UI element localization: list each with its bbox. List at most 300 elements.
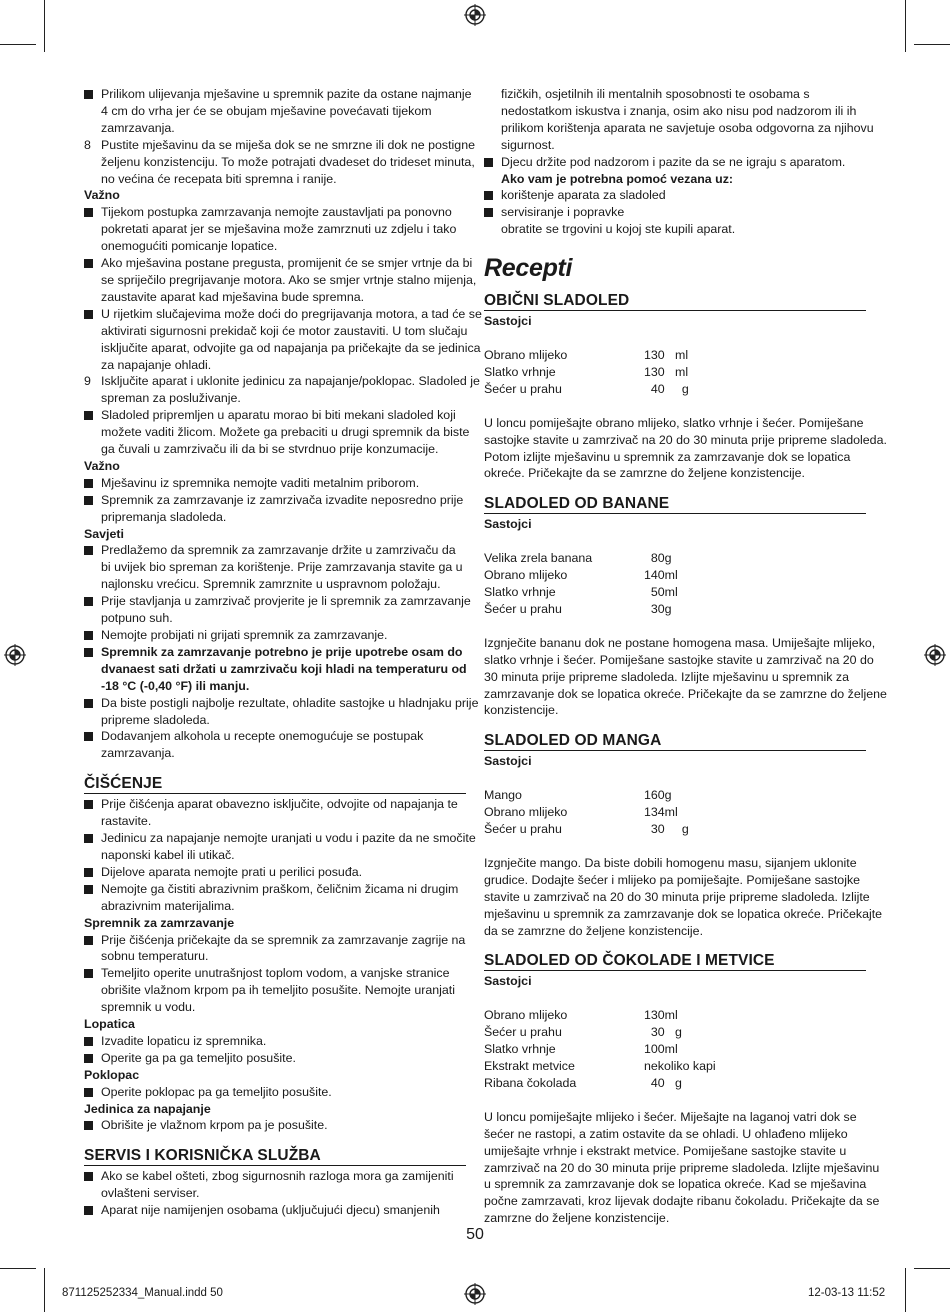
bullet-square-icon [84, 1202, 101, 1215]
text-line: Mješavinu iz spremnika nemojte vaditi metalnim priborom. [101, 475, 420, 490]
ingredient-row [484, 821, 866, 838]
text-line: Ako mješavina postane pregusta, promijenit će se smjer vrtnje da bi [101, 256, 473, 271]
ingredient-quantity: 30g [644, 601, 672, 616]
text-line: okreće. Pričekajte da se zamrzne do željene konzistencije. [484, 466, 805, 481]
spacer [484, 398, 866, 415]
ingredient-row [484, 381, 866, 398]
text-line: Temeljito operite unutrašnjost toplom vodom, a vanjske stranice [101, 966, 450, 981]
bullet-square [84, 259, 93, 268]
text-line: Prije čišćenja aparat obavezno isključite, odvojite od napajanja te [101, 797, 458, 812]
footer-file-info: 871125252334_Manual.indd 50 [62, 1287, 223, 1299]
bullet-square [84, 411, 93, 420]
text-line: spremnik u vodu. [101, 1000, 196, 1015]
bullet-item [84, 796, 466, 830]
bullet-item [84, 407, 470, 458]
bullet-item [84, 627, 466, 644]
text-line: se spriječilo pregrijavanje motora. Ako se smjer vrtnje stalno mijenja, [101, 272, 477, 287]
text-line: 4 cm do vrha jer će se obujam mješavine povećavati tijekom [101, 103, 432, 118]
bullet-text [101, 1033, 466, 1050]
ingredient-quantity: 134ml [644, 805, 678, 820]
recipe [484, 494, 887, 719]
text-line: zamrzavanja. [101, 120, 175, 135]
spacer [484, 838, 866, 855]
text-line: Pustite mješavinu da se miješa dok se ne smrzne ili dok ne postigne [101, 137, 475, 152]
text-line: potpuno suh. [101, 611, 173, 626]
bullet-square [84, 496, 93, 505]
text-line: Sladoled pripremljen u aparatu morao bi biti mekani sladoled koji [101, 408, 456, 423]
text-line: sigurnost. [501, 137, 555, 152]
ingredient-row [484, 567, 866, 584]
ingredient-quantity: 100ml [644, 1042, 678, 1057]
ingredient-name: Šećer u prahu [484, 1025, 562, 1040]
bullet-square-icon [484, 154, 501, 167]
crop-mark [44, 0, 45, 52]
recipe-title: SLADOLED OD BANANE [484, 494, 866, 514]
crop-mark [905, 1268, 906, 1312]
text-line: Ako se kabel ošteti, zbog sigurnosnih razloga mora ga zamijeniti [101, 1169, 454, 1184]
text-line: zamrzne do željene konzistencije. [484, 1211, 670, 1226]
bullet-item [84, 306, 482, 374]
text-line: Nemojte ga čistiti abrazivnim praškom, čeličnim žicama ni drugim [101, 881, 459, 896]
ingredient-name: Ekstrakt metvice [484, 1059, 575, 1074]
text-line: zaustavite aparat kad mješavina bude spremna. [101, 289, 365, 304]
step-text [101, 373, 480, 407]
text-line: dvanaest sati držati u zamrzivaču koji hladi na temperaturu od [101, 661, 467, 676]
text-line: Spremnik za zamrzavanje iz zamrzivača izvadite neposredno prije [101, 492, 464, 507]
bullet-square [84, 310, 93, 319]
bullet-square [84, 597, 93, 606]
bullet-text [101, 965, 466, 1016]
text-line: no većina će recepata biti spremna i ranije. [101, 171, 337, 186]
ingredient-row [484, 1024, 866, 1041]
numbered-step [84, 373, 480, 407]
ingredient-quantity: 40 g [644, 1075, 682, 1090]
bullet-square-icon [84, 965, 101, 978]
recipe [484, 291, 887, 482]
text-line: korištenje aparata za sladoled [501, 188, 666, 203]
bullet-square-icon [84, 407, 101, 420]
ingredient-quantity: 30 g [644, 1025, 682, 1040]
page-number: 50 [466, 1226, 484, 1243]
ingredient-row [484, 584, 866, 601]
bullet-text [101, 644, 467, 695]
step-text [101, 137, 475, 188]
ingredient-quantity: 130 ml [644, 364, 689, 379]
bullet-square-icon [84, 1050, 101, 1063]
bullet-text [101, 864, 466, 881]
text-line: Predlažemo da spremnik za zamrzavanje držite u zamrzivaču da [101, 543, 456, 558]
recipes-title: Recepti [484, 254, 573, 283]
subheading-lopatica: Lopatica [84, 1017, 135, 1032]
text-line: sobnu temperaturu. [101, 949, 209, 964]
bullet-square [484, 208, 493, 217]
bullet-text [101, 830, 476, 864]
ingredient-quantity: 50ml [644, 585, 678, 600]
text-line: ga čuvali u zamrzivaču ili da bi se stvrdnuo prije konzumacije. [101, 442, 439, 457]
text-line: šećer ne rastopi, a zatim ostavite da se ohladi. U ohlađeno mlijeko [484, 1126, 848, 1141]
bullet-square [84, 1172, 93, 1181]
text-line: da se zamrzne do željene konzistencije. [484, 923, 704, 938]
ingredient-quantity: 160g [644, 788, 672, 803]
ingredients-heading: Sastojci [484, 314, 532, 329]
bullet-square [84, 648, 93, 657]
ingredient-name: Slatko vrhnje [484, 585, 556, 600]
bullet-text [101, 306, 482, 374]
bullet-item [484, 154, 866, 171]
text-line: konzistencije. [484, 703, 559, 718]
bullet-item [484, 204, 866, 221]
bullet-text [101, 627, 466, 644]
bullet-square-icon [84, 542, 101, 555]
bullet-square [84, 1088, 93, 1097]
subheading-vazno: Važno [84, 458, 120, 473]
ingredient-name: Obrano mlijeko [484, 568, 568, 583]
subheading-savjeti: Savjeti [84, 526, 124, 541]
ingredient-quantity: 30 g [644, 822, 689, 837]
bullet-square-icon [84, 492, 101, 505]
bullet-item [84, 204, 466, 255]
bullet-square-icon [84, 864, 101, 877]
bullet-item [84, 593, 471, 627]
bullet-item [84, 965, 466, 1016]
bullet-square-icon [84, 1084, 101, 1097]
text-line: najlonsku vrećicu. Spremnik zamrznite u uspravnom položaju. [101, 577, 441, 592]
text-line: umiješajte vrhnje i ekstrakt metvice. Pomiješane sastojke stavite u [484, 1143, 847, 1158]
subheading-spremnik: Spremnik za zamrzavanje [84, 915, 235, 930]
text-line: Potom izlijte mješavinu u spremnik za zamrzavanje dok se lopatica [484, 449, 851, 464]
text-line: pokretati aparat jer se mješavina može zamrznuti uz zdjelu i tako [101, 222, 457, 237]
ingredient-name: Slatko vrhnje [484, 364, 556, 379]
bullet-item [84, 932, 466, 966]
text-line: Spremnik za zamrzavanje potrebno je prije upotrebe osam do [101, 644, 463, 659]
text-line: Izgnječite bananu dok ne postane homogena masa. Umiješajte mlijeko, [484, 635, 876, 650]
text-line: U loncu pomiješajte obrano mlijeko, slatko vrhnje i šećer. Pomiješane [484, 415, 864, 430]
bullet-item [84, 728, 466, 762]
bullet-square-icon [84, 1033, 101, 1046]
bullet-item [84, 644, 466, 695]
ingredients-heading: Sastojci [484, 754, 532, 769]
text-line: stavite u zamrzivač na 20 do 30 minuta prije pripreme sladoleda. Izlijte [484, 889, 870, 904]
ingredient-name: Šećer u prahu [484, 822, 562, 837]
bullet-square-icon [84, 306, 101, 319]
text-line: 30 minuta prije pripreme sladoleda. Izlijte mješavinu u spremnik za [484, 669, 850, 684]
bullet-square-icon [84, 881, 101, 894]
bullet-item [84, 1050, 466, 1067]
text-line: zamrzavanje dok se lopatica okreće. Pričekajte da se zamrzne do željene [484, 686, 887, 701]
text-line: Djecu držite pod nadzorom i pazite da se ne igraju s aparatom. [501, 154, 846, 169]
text-line: Tijekom postupka zamrzavanja nemojte zaustavljati pa ponovno [101, 205, 452, 220]
recipe-title: SLADOLED OD ČOKOLADE I METVICE [484, 951, 866, 971]
bullet-square-icon [84, 593, 101, 606]
bullet-square [84, 631, 93, 640]
text-line: servisiranje i popravke [501, 205, 625, 220]
text-line: abrazivnim materijalima. [101, 898, 235, 913]
ingredient-quantity: nekoliko kapi [644, 1059, 716, 1074]
bullet-square [84, 885, 93, 894]
continued-text [484, 86, 874, 154]
bullet-text [101, 1202, 466, 1219]
bullet-square [84, 969, 93, 978]
section-title-ciscenje: ČIŠĆENJE [84, 774, 466, 794]
bullet-text [101, 475, 466, 492]
footer-timestamp: 12-03-13 11:52 [808, 1287, 886, 1299]
ingredient-name: Slatko vrhnje [484, 1042, 556, 1057]
ingredient-quantity: 140ml [644, 568, 678, 583]
bullet-square [84, 800, 93, 809]
text-line: fizičkih, osjetilnih ili mentalnih sposobnosti te osobama s [501, 87, 810, 101]
recipe-instructions [484, 415, 887, 483]
text-line: Isključite aparat i uklonite jedinicu za napajanje/poklopac. Sladoled je [101, 374, 480, 389]
bullet-square-icon [84, 1117, 101, 1130]
subheading-jedinica: Jedinica za napajanje [84, 1101, 211, 1116]
ingredients-list [484, 550, 866, 618]
bullet-square [84, 90, 93, 99]
text-line: Prilikom ulijevanja mješavine u spremnik pazite da ostane najmanje [101, 87, 472, 101]
ingredients-heading: Sastojci [484, 517, 532, 532]
bullet-text [101, 255, 476, 306]
text-line: obrišite vlažnom krpom pa ih temeljito posušite. Nemojte uranjati [101, 983, 455, 998]
right-column [484, 86, 887, 1227]
help-text: obratite se trgovini u kojoj ste kupili aparat. [501, 222, 736, 237]
text-line: željenu konzistenciju. To može potrajati dvadeset do trideset minuta, [101, 154, 475, 169]
help-heading: Ako vam je potrebna pomoć vezana uz: [501, 171, 734, 186]
numbered-step [84, 137, 475, 188]
bullet-square-icon [84, 728, 101, 741]
bullet-square [84, 546, 93, 555]
bullet-square [84, 1206, 93, 1215]
text-line: možete vaditi žlicom. Možete ga prebaciti u drugi spremnik da biste [101, 425, 470, 440]
bullet-square [84, 1121, 93, 1130]
crop-mark [0, 44, 36, 45]
bullet-item [84, 881, 466, 915]
bullet-item [84, 1202, 466, 1219]
ingredient-name: Šećer u prahu [484, 601, 562, 616]
bullet-item [484, 187, 866, 204]
text-line: Da biste postigli najbolje rezultate, ohladite sastojke u hladnjaku prije [101, 695, 479, 710]
ingredients-list [484, 347, 866, 398]
ingredient-quantity: 80g [644, 551, 672, 566]
bullet-item [84, 475, 466, 492]
bullet-square-icon [484, 187, 501, 200]
text-line: nedostatkom iskustva i znanja, osim ako nisu pod nadzorom ili ih [501, 103, 857, 118]
ingredient-name: Ribana čokolada [484, 1075, 577, 1090]
bullet-square [84, 732, 93, 741]
spacer [484, 1092, 866, 1109]
bullet-item [84, 86, 472, 137]
text-line: mješavinu u spremnik za zamrzavanje dok se lopatica okreće. Pričekajte [484, 906, 883, 921]
bullet-square-icon [84, 475, 101, 488]
ingredient-row [484, 1058, 866, 1075]
text-line: u spremnik za zamrzavanje dok se lopatica okreće. Kad se mješavina [484, 1177, 867, 1192]
bullet-text [501, 204, 866, 221]
crop-mark [914, 1268, 950, 1269]
bullet-square [84, 868, 93, 877]
ingredient-name: Obrano mlijeko [484, 1008, 568, 1023]
text-line: Jedinicu za napajanje nemojte uranjati u vodu i pazite da ne smočite [101, 831, 476, 846]
ingredient-row [484, 1007, 866, 1024]
bullet-item [84, 1033, 466, 1050]
crop-mark [44, 1268, 45, 1312]
spacer [484, 618, 866, 635]
bullet-square [84, 834, 93, 843]
text-line: aktivirati sigurnosni prekidač koji će motor zaustaviti. U tom slučaju [101, 323, 468, 338]
bullet-square [484, 191, 493, 200]
bullet-text [101, 728, 466, 762]
text-line: naponski kabel ili utikač. [101, 847, 235, 862]
bullet-square-icon [84, 644, 101, 657]
recipe [484, 731, 883, 939]
ingredient-name: Šećer u prahu [484, 381, 562, 396]
recipe-title: OBIČNI SLADOLED [484, 291, 866, 311]
bullet-item [84, 864, 466, 881]
text-line: Prije stavljanja u zamrzivač provjerite je li spremnik za zamrzavanje [101, 594, 471, 609]
text-line: bi uvijek bio spreman za korištenje. Prije zamrzavanja stavite ga u [101, 560, 463, 575]
bullet-item [84, 255, 477, 306]
text-line: počne zamrzavati, kroz lijevak dodajte ribanu čokoladu. Pričekajte da se [484, 1194, 880, 1209]
bullet-text [101, 86, 472, 137]
bullet-square-icon [84, 1168, 101, 1181]
text-line: pripreme sladoleda. [101, 712, 210, 727]
subheading-poklopac: Poklopac [84, 1067, 140, 1082]
ingredient-row [484, 1075, 866, 1092]
ingredient-name: Obrano mlijeko [484, 348, 568, 363]
ingredient-row [484, 364, 866, 381]
bullet-text [101, 695, 478, 729]
text-line: pripremanja sladoleda. [101, 509, 227, 524]
text-line: Operite poklopac pa ga temeljito posušite. [101, 1084, 332, 1099]
bullet-item [84, 1117, 466, 1134]
bullet-item [84, 695, 479, 729]
ingredient-name: Velika zrela banana [484, 551, 593, 566]
registration-mark-icon [464, 1283, 486, 1305]
bullet-text [101, 492, 466, 526]
bullet-item [84, 830, 476, 864]
registration-mark-icon [924, 644, 946, 666]
text-line: Operite ga pa ga temeljito posušite. [101, 1050, 296, 1065]
recipe [484, 951, 880, 1227]
text-line: -18 °C (-0,40 °F) ili manju. [101, 678, 250, 693]
text-line: rastavite. [101, 814, 152, 829]
bullet-text [101, 593, 471, 627]
bullet-text [101, 407, 469, 458]
ingredient-row [484, 550, 866, 567]
subheading-vazno: Važno [84, 188, 120, 203]
bullet-square [84, 936, 93, 945]
bullet-text [501, 187, 866, 204]
text-line: Obrišite je vlažnom krpom pa je posušite. [101, 1118, 328, 1133]
bullet-text [101, 1117, 466, 1134]
bullet-square [484, 158, 493, 167]
bullet-square-icon [484, 204, 501, 217]
ingredient-row [484, 601, 866, 618]
text-line: Izvadite lopaticu iz spremnika. [101, 1033, 267, 1048]
bullet-square-icon [84, 830, 101, 843]
ingredient-row [484, 787, 866, 804]
bullet-square-icon [84, 695, 101, 708]
bullet-square [84, 1037, 93, 1046]
text-line: Dodavanjem alkohola u recepte onemogućuje se postupak [101, 729, 424, 744]
crop-mark [905, 0, 906, 52]
bullet-text [101, 204, 466, 255]
bullet-text [101, 542, 466, 593]
ingredients-list [484, 787, 866, 838]
bullet-text [101, 932, 466, 966]
bullet-text [501, 154, 866, 171]
text-line: isključite aparat, odvojite ga od napajanja pa pričekajte da se jedinica [101, 340, 481, 355]
bullet-square-icon [84, 255, 101, 268]
bullet-square-icon [84, 932, 101, 945]
step-number: 9 [84, 374, 91, 389]
bullet-text [101, 1168, 466, 1202]
bullet-text [101, 796, 466, 830]
text-line: onemogućiti pomicanje lopatice. [101, 239, 278, 254]
text-line: slatko vrhnje i šećer. Pomiješane sastojke stavite u zamrzivač na 20 do [484, 652, 874, 667]
recipe-instructions [484, 635, 887, 720]
bullet-square-icon [84, 627, 101, 640]
bullet-square-icon [84, 796, 101, 809]
bullet-square [84, 208, 93, 217]
text-line: Aparat nije namijenjen osobama (uključujući djecu) smanjenih [101, 1203, 440, 1218]
crop-mark [914, 44, 950, 45]
text-line: grudice. Dodajte šećer i mlijeko pa pomiješajte. Pomiješane sastojke [484, 872, 861, 887]
text-line: Prije čišćenja pričekajte da se spremnik za zamrzavanje zagrije na [101, 932, 466, 947]
text-line: sastojke stavite u zamrzivač na 20 do 30 minuta prije pripreme sladoleda. [484, 432, 887, 447]
bullet-text [101, 881, 466, 915]
text-line: ovlašteni serviser. [101, 1186, 200, 1201]
bullet-square-icon [84, 204, 101, 217]
recipe-title: SLADOLED OD MANGA [484, 731, 866, 751]
bullet-square [84, 479, 93, 488]
recipe-instructions [484, 855, 883, 940]
step-number: 8 [84, 137, 91, 152]
text-line: spreman za posluživanje. [101, 391, 241, 406]
text-line: Izgnječite mango. Da biste dobili homogenu masu, sijanjem uklonite [484, 855, 857, 870]
text-line: za napajanje ohladi. [101, 357, 212, 372]
registration-mark-icon [464, 4, 486, 26]
ingredient-row [484, 804, 866, 821]
ingredient-quantity: 130 ml [644, 348, 689, 363]
bullet-item [84, 1084, 466, 1101]
bullet-item [84, 1168, 466, 1202]
ingredient-name: Obrano mlijeko [484, 805, 568, 820]
bullet-item [84, 492, 466, 526]
text-line: zamrzavanja. [101, 746, 175, 761]
ingredient-row [484, 1041, 866, 1058]
text-line: zamrzivač na 20 do 30 minuta prije pripreme sladoleda. Izlijte mješavinu [484, 1160, 880, 1175]
left-column [84, 86, 482, 1219]
recipe-instructions [484, 1109, 880, 1227]
bullet-square-icon [84, 86, 101, 99]
ingredients-heading: Sastojci [484, 974, 532, 989]
ingredients-list [484, 1007, 866, 1091]
bullet-square [84, 699, 93, 708]
ingredient-name: Mango [484, 788, 522, 803]
section-title-servis: SERVIS I KORISNIČKA SLUŽBA [84, 1146, 466, 1166]
crop-mark [0, 1268, 36, 1269]
bullet-text [101, 1084, 466, 1101]
text-line: prilikom korištenja aparata ne savjetuje osoba odgovorna za njihovu [501, 120, 874, 135]
registration-mark-icon [4, 644, 26, 666]
text-line: U rijetkim slučajevima može doći do pregrijavanja motora, a tad će se [101, 306, 482, 321]
text-line: Nemojte probijati ni grijati spremnik za zamrzavanje. [101, 628, 388, 642]
bullet-square [84, 1054, 93, 1063]
text-line: U loncu pomiješajte mlijeko i šećer. Miješajte na laganoj vatri dok se [484, 1109, 857, 1124]
ingredient-quantity: 130ml [644, 1008, 678, 1023]
ingredient-row [484, 347, 866, 364]
text-line: Dijelove aparata nemojte prati u perilici posuđa. [101, 864, 363, 879]
ingredient-quantity: 40 g [644, 381, 689, 396]
bullet-text [101, 1050, 466, 1067]
